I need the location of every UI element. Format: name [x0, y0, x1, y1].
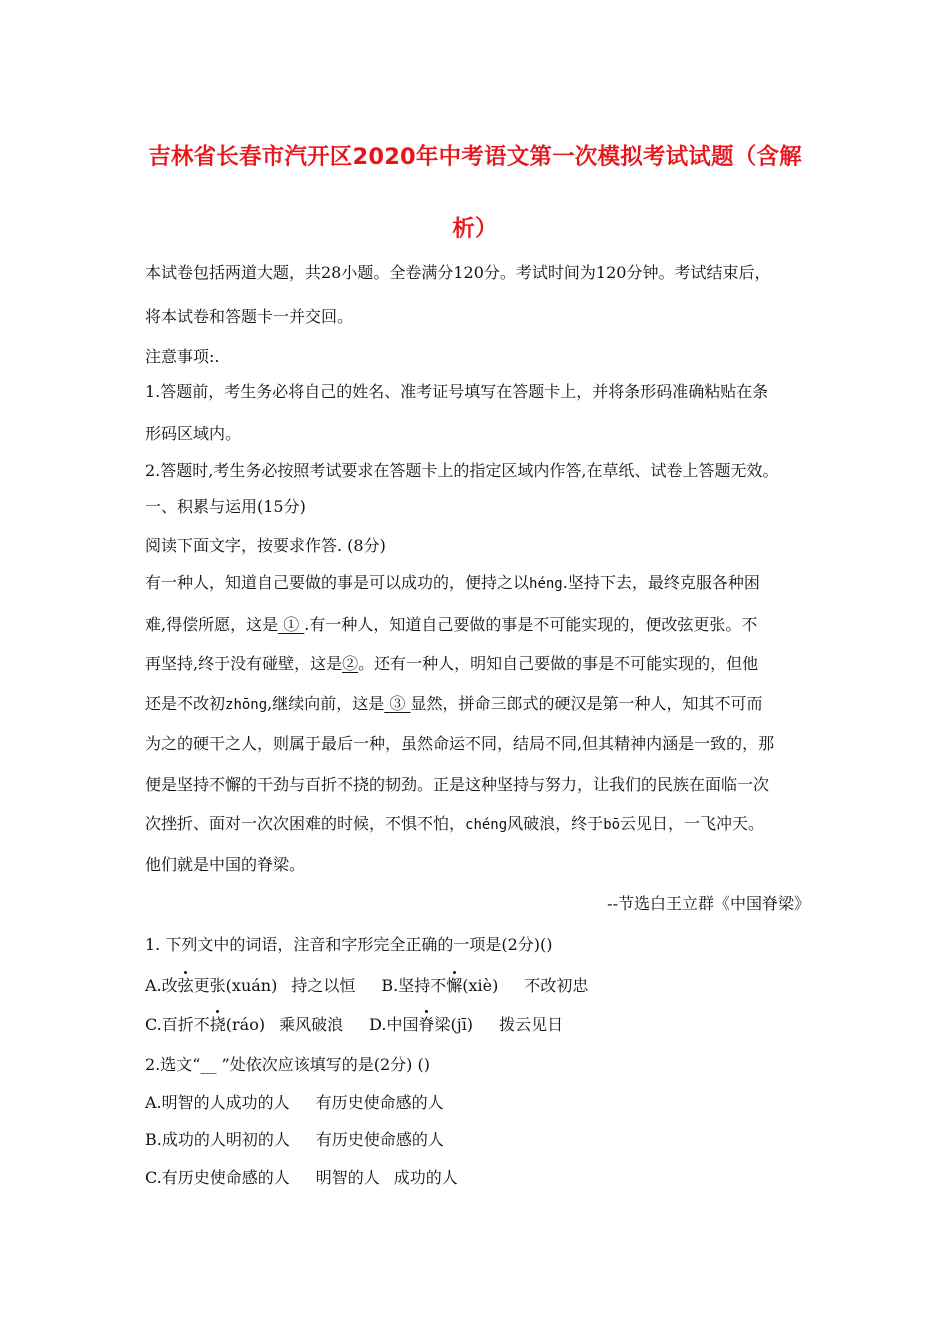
blank-1: ① — [283, 615, 300, 634]
pinyin-cheng: chéng — [465, 817, 508, 833]
passage-line-5: 为之的硬干之人，则属于最后一种，虽然命运不同，结局不同,但其精神内涵是一致的，那 — [145, 734, 775, 753]
question-2-option-b: B.成功的人明初的人 有历史使命感的人 — [145, 1130, 444, 1149]
question-2-stem: 2.选文“__ ”处依次应该填写的是(2分) () — [145, 1055, 430, 1074]
notice-heading: 注意事项:. — [145, 347, 220, 366]
notice-item-2: 2.答题时,考生务必按照考试要求在答题卡上的指定区域内作答,在草纸、试卷上答题无效。 — [145, 461, 779, 480]
document-title-line-2: 析） — [452, 216, 498, 242]
passage-line-3: 再坚持,终于没有碰壁，这是②。还有一种人，明知自己要做的事是不可能实现的，但他 — [145, 654, 759, 673]
reading-instruction: 阅读下面文字，按要求作答. (8分) — [145, 536, 386, 555]
blank-3: ③ — [389, 694, 406, 713]
emphasis-dot-ji: 脊 — [418, 1015, 435, 1034]
emphasis-dot-xian: 弦 — [177, 976, 194, 995]
pinyin-bo: bō — [603, 817, 621, 833]
passage-line-8: 他们就是中国的脊梁。 — [145, 855, 306, 874]
question-1-options-ab: A.改弦更张(xuán) 持之以恒 B.坚持不懈(xiè) 不改初忠 — [145, 976, 589, 995]
notice-item-1b: 形码区域内。 — [145, 424, 242, 443]
passage-line-2: 难,得偿所愿，这是 ① .有一种人，知道自己要做的事是不可能实现的，便改弦更张。不 — [145, 615, 758, 634]
section-heading: 一、积累与运用(15分) — [145, 497, 306, 516]
emphasis-dot-xie: 懈 — [446, 976, 463, 995]
question-1-stem: 1. 下列文中的词语，注音和字形完全正确的一项是(2分)() — [145, 935, 553, 954]
notice-item-1a: 1.答题前，考生务必将自己的姓名、准考证号填写在答题卡上，并将条形码准确粘贴在条 — [145, 382, 769, 401]
pinyin-zhong: zhōng — [225, 697, 268, 713]
blank-2: ② — [342, 654, 359, 673]
intro-line-1: 本试卷包括两道大题，共28小题。全卷满分120分。考试时间为120分钟。考试结束后， — [145, 263, 771, 282]
intro-line-2: 将本试卷和答题卡一并交回。 — [145, 307, 354, 326]
passage-line-4: 还是不改初zhōng,继续向前，这是 ③ 显然，拼命三郎式的硬汉是第一种人，知其不可而 — [145, 694, 763, 713]
passage-line-1: 有一种人，知道自己要做的事是可以成功的，便持之以héng.坚持下去，最终克服各种困 — [145, 573, 760, 592]
passage-line-7: 次挫折、面对一次次困难的时候，不惧不怕，chéng风破浪，终于bō云见日，一飞冲天。 — [145, 814, 765, 833]
passage-source: --节选白王立群《中国脊梁》 — [607, 894, 810, 913]
document-title-line-1: 吉林省长春市汽开区2020年中考语文第一次模拟考试试题（含解 — [148, 144, 802, 170]
question-2-option-c: C.有历史使命感的人 明智的人 成功的人 — [145, 1168, 458, 1187]
passage-line-6: 便是坚持不懈的干劲与百折不挠的韧劲。正是这种坚持与努力，让我们的民族在面临一次 — [145, 775, 770, 794]
pinyin-heng: héng — [529, 576, 563, 592]
question-2-option-a: A.明智的人成功的人 有历史使命感的人 — [145, 1093, 444, 1112]
emphasis-dot-nao: 挠 — [209, 1015, 226, 1034]
question-1-options-cd: C.百折不挠(ráo) 乘风破浪 D.中国脊梁(jī) 拨云见日 — [145, 1015, 564, 1034]
